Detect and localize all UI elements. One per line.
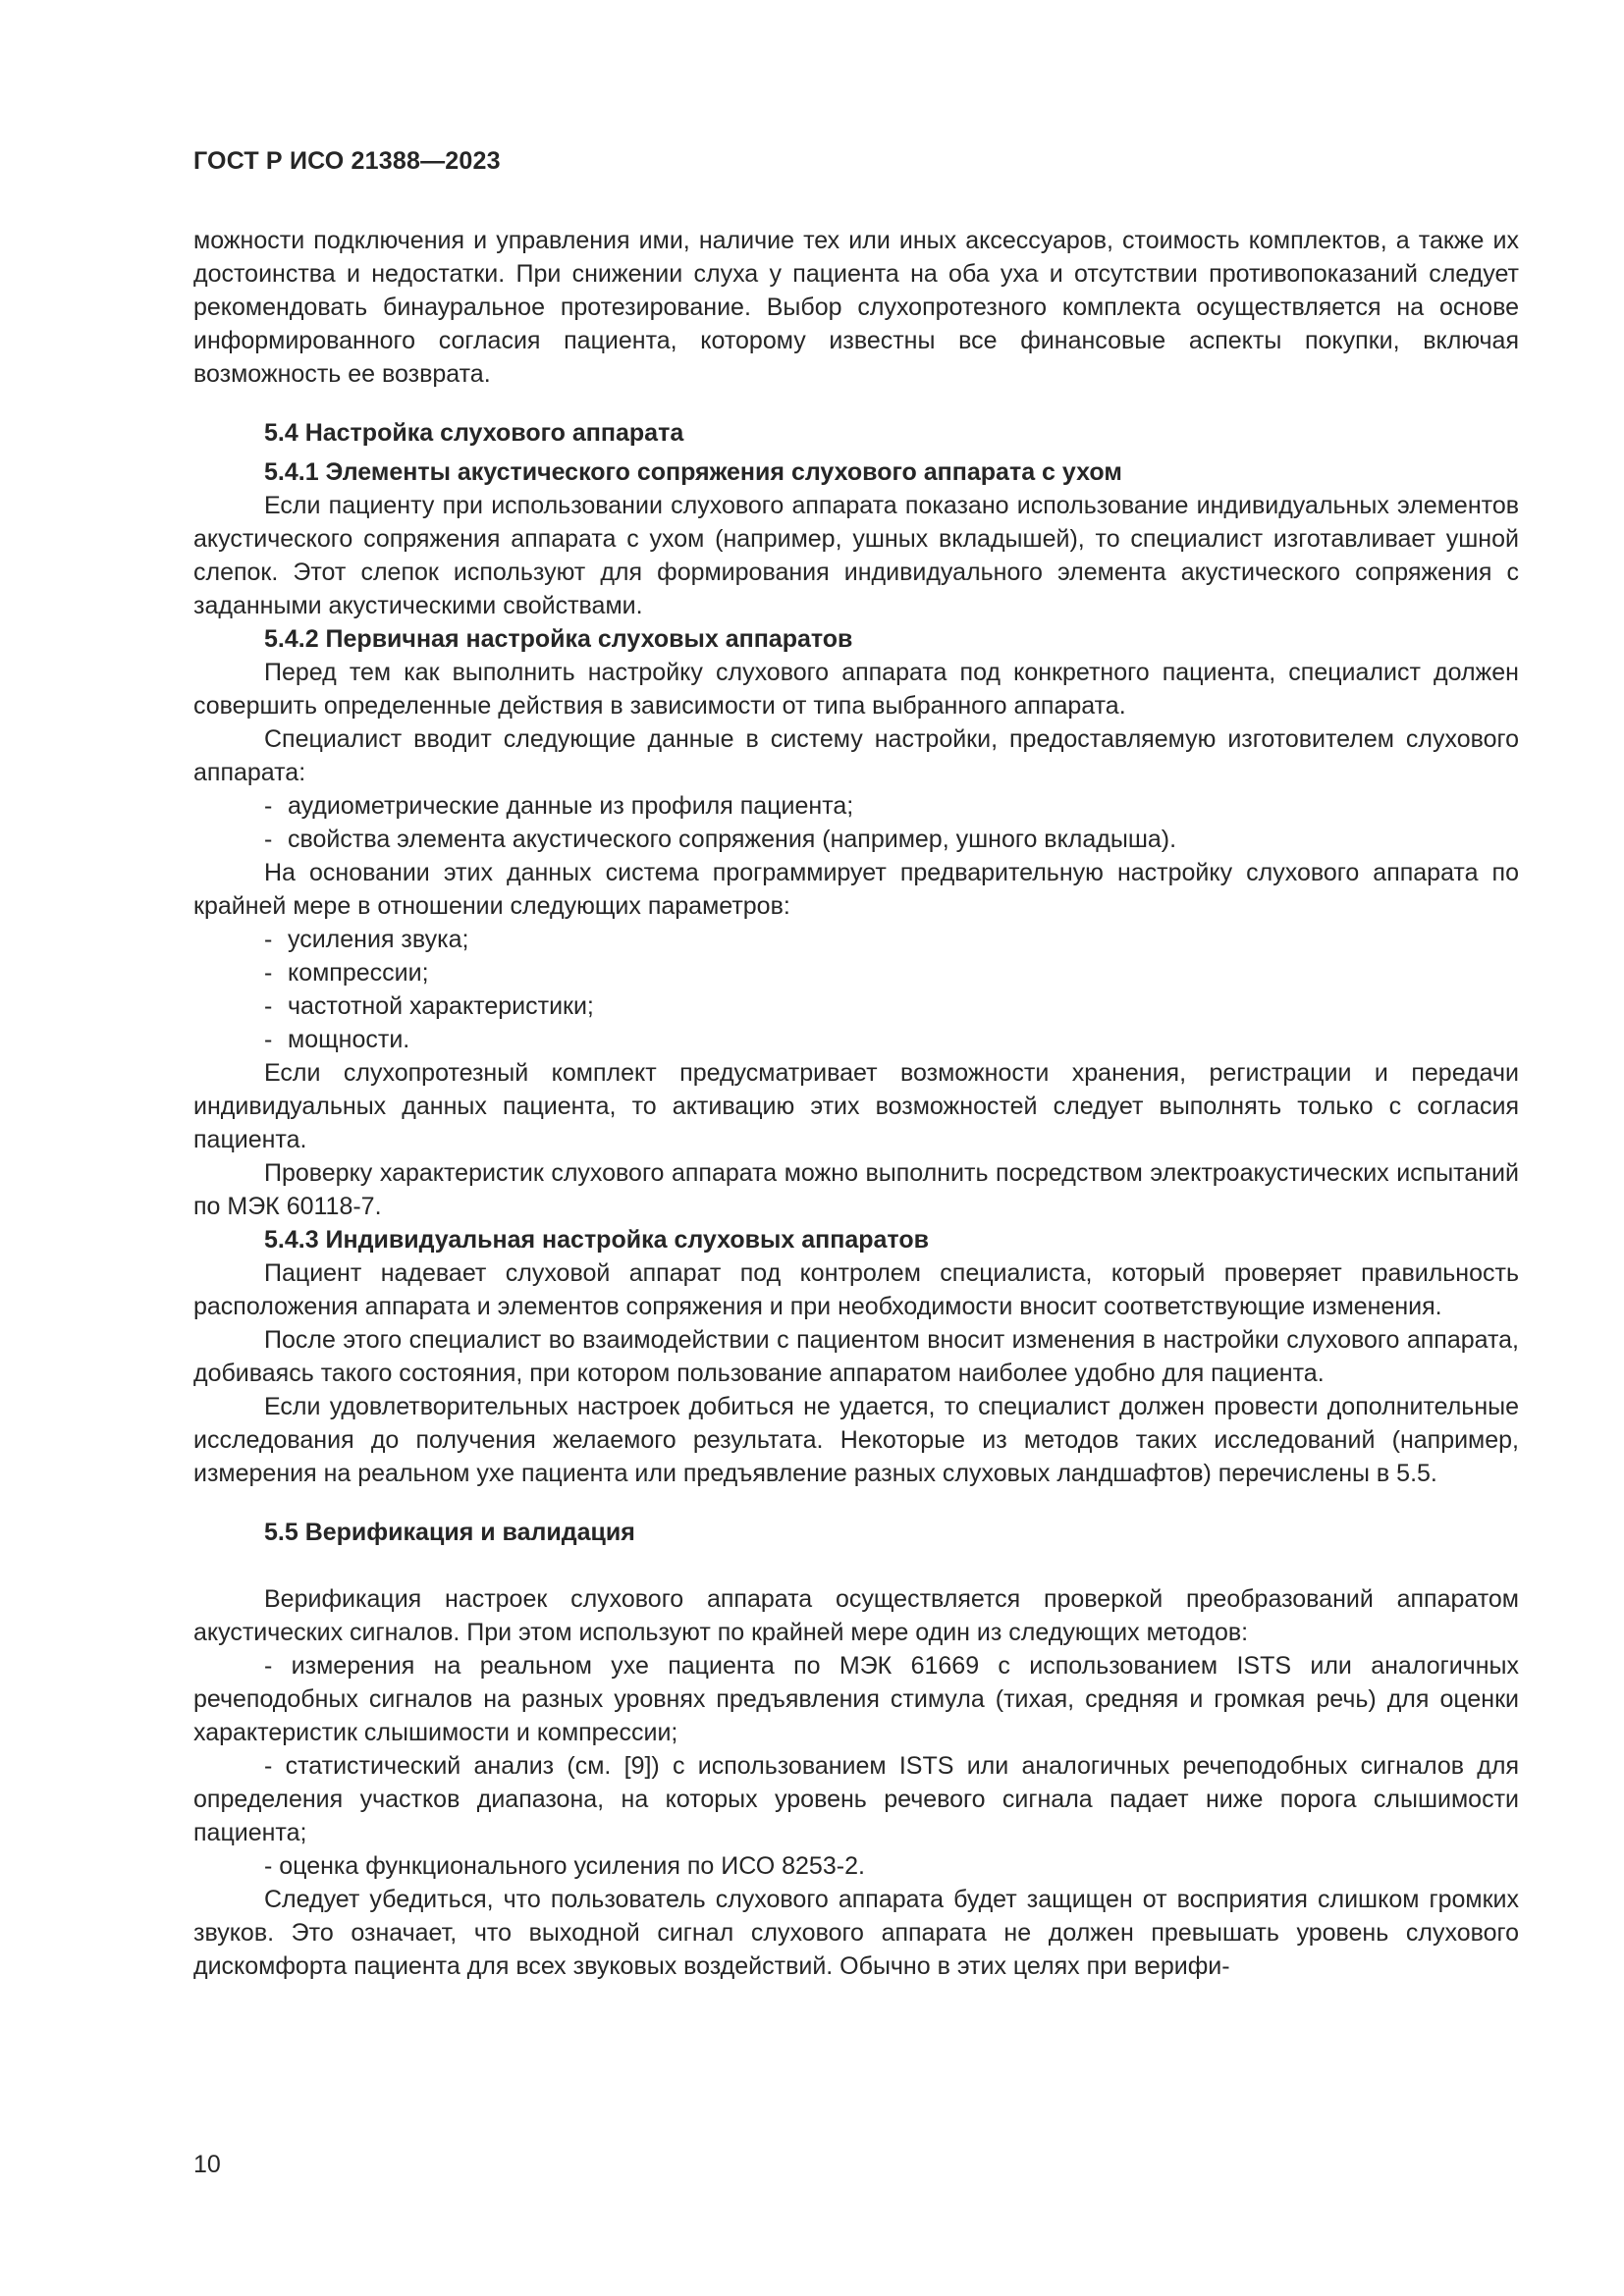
paragraph: Пациент надевает слуховой аппарат под контролем специалиста, который проверяет правильность расположения аппарата и элементов сопряжения и при необходимости вносит соответствующие изменения. xyxy=(193,1259,1519,1320)
list-item: - статистический анализ (см. [9]) с использованием ISTS или аналогичных речеподобных сигналов для определения участков диапазона, на которых уровень речевого сигнала падает ниже порога слышимости пациента; xyxy=(193,1752,1519,1846)
list-item: - аудиометрические данные из профиля пациента; xyxy=(264,792,854,820)
list-item: - измерения на реальном ухе пациента по МЭК 61669 с использованием ISTS или аналогичных речеподобных сигналов на разных уровнях предъявления стимула (тихая, средняя и громкая речь) для оценки характеристик слышимости и компрессии; xyxy=(193,1652,1519,1746)
paragraph: Перед тем как выполнить настройку слухового аппарата под конкретного пациента, специалист должен совершить определенные действия в зависимости от типа выбранного аппарата. xyxy=(193,659,1519,720)
section-5-4-1-heading: 5.4.1 Элементы акустического сопряжения слухового аппарата с ухом xyxy=(264,458,1122,486)
list-item-text: аудиометрические данные из профиля пациента; xyxy=(288,792,854,820)
paragraph: Верификация настроек слухового аппарата осуществляется проверкой преобразований аппаратом акустических сигналов. При этом используют по крайней мере один из следующих методов: xyxy=(193,1585,1519,1646)
list-item-text: мощности. xyxy=(288,1026,410,1053)
paragraph: Если слухопротезный комплект предусматривает возможности хранения, регистрации и передачи индивидуальных данных пациента, то активацию этих возможностей следует выполнять только с согласия пациента. xyxy=(193,1059,1519,1153)
paragraph: Специалист вводит следующие данные в систему настройки, предоставляемую изготовителем слухового аппарата: xyxy=(193,725,1519,786)
paragraph: На основании этих данных система программирует предварительную настройку слухового аппарата по крайней мере в отношении следующих параметров: xyxy=(193,859,1519,920)
list-item-text: статистический анализ (см. [9]) с использованием ISTS или аналогичных речеподобных сигналов для определения участков диапазона, на которых уровень речевого сигнала падает ниже порога слышимости пациента; xyxy=(193,1752,1519,1846)
document-body xyxy=(193,224,1519,1983)
list-item-text: усиления звука; xyxy=(288,926,469,953)
paragraph: После этого специалист во взаимодействии с пациентом вносит изменения в настройки слухового аппарата, добиваясь такого состояния, при котором пользование аппаратом наиболее удобно для пациента. xyxy=(193,1326,1519,1387)
list-item-text: свойства элемента акустического сопряжения (например, ушного вкладыша). xyxy=(288,826,1177,853)
list-item-text: частотной характеристики; xyxy=(288,992,594,1020)
section-5-5-heading: 5.5 Верификация и валидация xyxy=(264,1519,635,1546)
list-item: - мощности. xyxy=(264,1026,410,1053)
list-item-text: компрессии; xyxy=(288,959,429,987)
list-item: - усиления звука; xyxy=(264,926,469,953)
list-item: - частотной характеристики; xyxy=(264,992,594,1020)
paragraph: Если удовлетворительных настроек добиться не удается, то специалист должен провести дополнительные исследования до получения желаемого результата. Некоторые из методов таких исследований (например, измерения на реальном ухе пациента или предъявление разных слуховых ландшафтов) перечислены в 5.5. xyxy=(193,1393,1519,1487)
section-5-4-heading: 5.4 Настройка слухового аппарата xyxy=(264,419,684,447)
section-5-4-3-heading: 5.4.3 Индивидуальная настройка слуховых аппаратов xyxy=(264,1226,929,1254)
paragraph: Проверку характеристик слухового аппарата можно выполнить посредством электроакустических испытаний по МЭК 60118-7. xyxy=(193,1159,1519,1220)
list-item: - оценка функционального усиления по ИСО 8253-2. xyxy=(264,1852,865,1880)
paragraph: Если пациенту при использовании слухового аппарата показано использование индивидуальных элементов акустического сопряжения аппарата с ухом (например, ушных вкладышей), то специалист изготавливает ушной слепок. Этот слепок используют для формирования индивидуального элемента акустического сопряжения с заданными акустическими свойствами. xyxy=(193,492,1519,619)
document-header: ГОСТ Р ИСО 21388—2023 xyxy=(193,147,501,175)
list-item-text: оценка функционального усиления по ИСО 8253-2. xyxy=(279,1852,865,1880)
page-number: 10 xyxy=(193,2151,221,2178)
list-item-text: измерения на реальном ухе пациента по МЭК 61669 с использованием ISTS или аналогичных речеподобных сигналов на разных уровнях предъявления стимула (тихая, средняя и громкая речь) для оценки характеристик слышимости и компрессии; xyxy=(193,1652,1519,1746)
intro-paragraph: можности подключения и управления ими, наличие тех или иных аксессуаров, стоимость комплектов, а также их достоинства и недостатки. При снижении слуха у пациента на оба уха и отсутствии противопоказаний следует рекомендовать бинауральное протезирование. Выбор слухопротезного комплекта осуществляется на основе информированного согласия пациента, которому известны все финансовые аспекты покупки, включая возможность ее возврата. xyxy=(193,227,1519,388)
section-5-4-2-heading: 5.4.2 Первичная настройка слуховых аппаратов xyxy=(264,625,853,653)
list-item: - свойства элемента акустического сопряжения (например, ушного вкладыша). xyxy=(264,826,1177,853)
list-item: - компрессии; xyxy=(264,959,429,987)
paragraph: Следует убедиться, что пользователь слухового аппарата будет защищен от восприятия слишком громких звуков. Это означает, что выходной сигнал слухового аппарата не должен превышать уровень слухового дискомфорта пациента для всех звуковых воздействий. Обычно в этих целях при верифи- xyxy=(193,1886,1519,1980)
